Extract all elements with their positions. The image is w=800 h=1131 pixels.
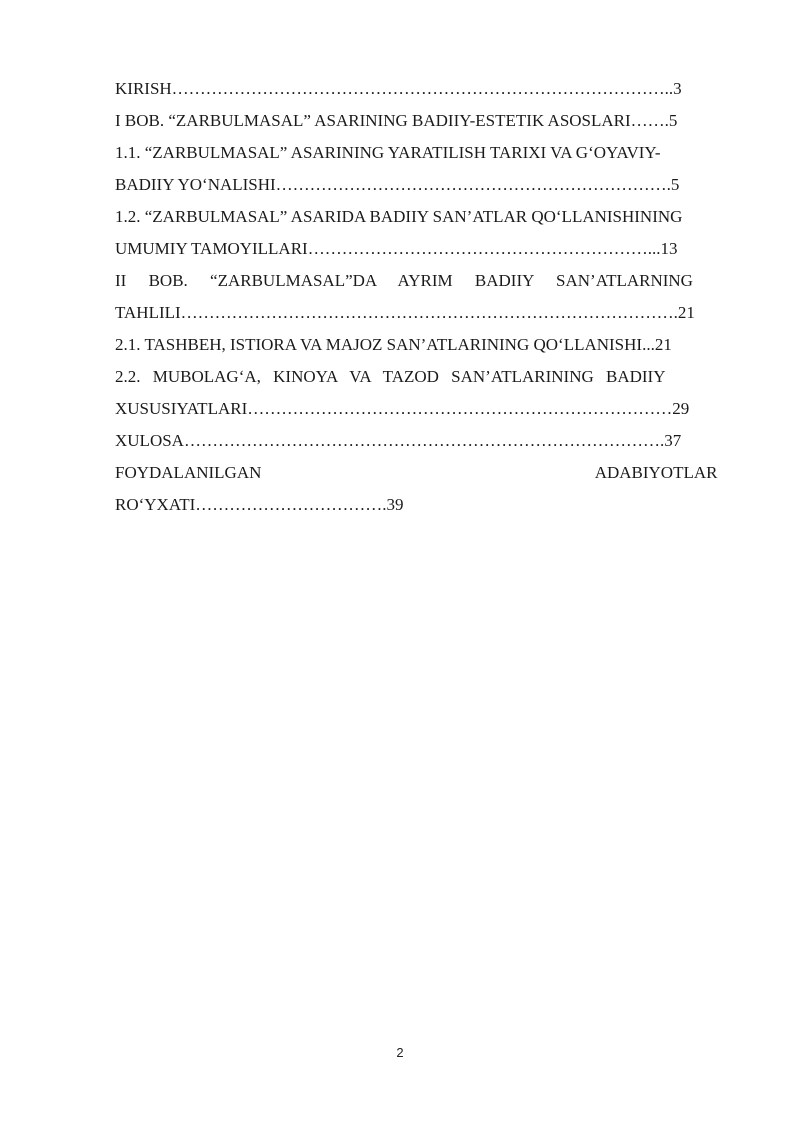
toc-entry-section-1-2-line-1: 1.2. “ZARBULMASAL” ASARIDA BADIIY SAN’ATLAR QO‘LLANISHINING — [115, 207, 683, 226]
toc-entry-bibliography-line-2: RO‘YXATI…………………………….39 — [115, 495, 404, 514]
toc-entry-bibliography-line-1: FOYDALANILGAN ADABIYOTLAR — [115, 463, 718, 482]
toc-entry-chapter-1: I BOB. “ZARBULMASAL” ASARINING BADIIY-ESTETIK ASOSLARI…….5 — [115, 111, 678, 130]
toc-entry-section-1-1-text: 1.1. “ZARBULMASAL” ASARINING YARATILISH TARIXI VA G‘OYAVIY- — [115, 143, 661, 162]
toc-entry-section-1-1-line-2: BADIIY YO‘NALISHI…………………………………………………………….5 — [115, 175, 680, 194]
toc-entry-section-2-2-line-2: XUSUSIYATLARI…………………………………………………………………29 — [115, 399, 690, 418]
toc-entry-xulosa: XULOSA………………………………………………………………………….37 — [115, 431, 682, 450]
toc-entry-section-2-1: 2.1. TASHBEH, ISTIORA VA MAJOZ SAN’ATLARINING QO‘LLANISHI...21 — [115, 335, 672, 354]
toc-entry-chapter-2-line-1: II BOB. “ZARBULMASAL”DA AYRIM BADIIY SAN’ATLARNING — [115, 271, 693, 290]
toc-entry-kirish: KIRISH……………………………………………………………………………..3 — [115, 79, 682, 98]
toc-entry-chapter-2-line-2: TAHLILI…………………………………………………………………………….21 — [115, 303, 695, 322]
page-number: 2 — [396, 1045, 404, 1060]
toc-entry-section-1-2-line-2: UMUMIY TAMOYILLARI……………………………………………………...13 — [115, 239, 678, 258]
table-of-contents — [115, 73, 742, 521]
toc-entry-section-1-1-line-1 — [115, 137, 742, 169]
toc-entry-section-2-2-line-1: 2.2. MUBOLAG‘A, KINOYA VA TAZOD SAN’ATLARINING BADIIY — [115, 367, 666, 386]
